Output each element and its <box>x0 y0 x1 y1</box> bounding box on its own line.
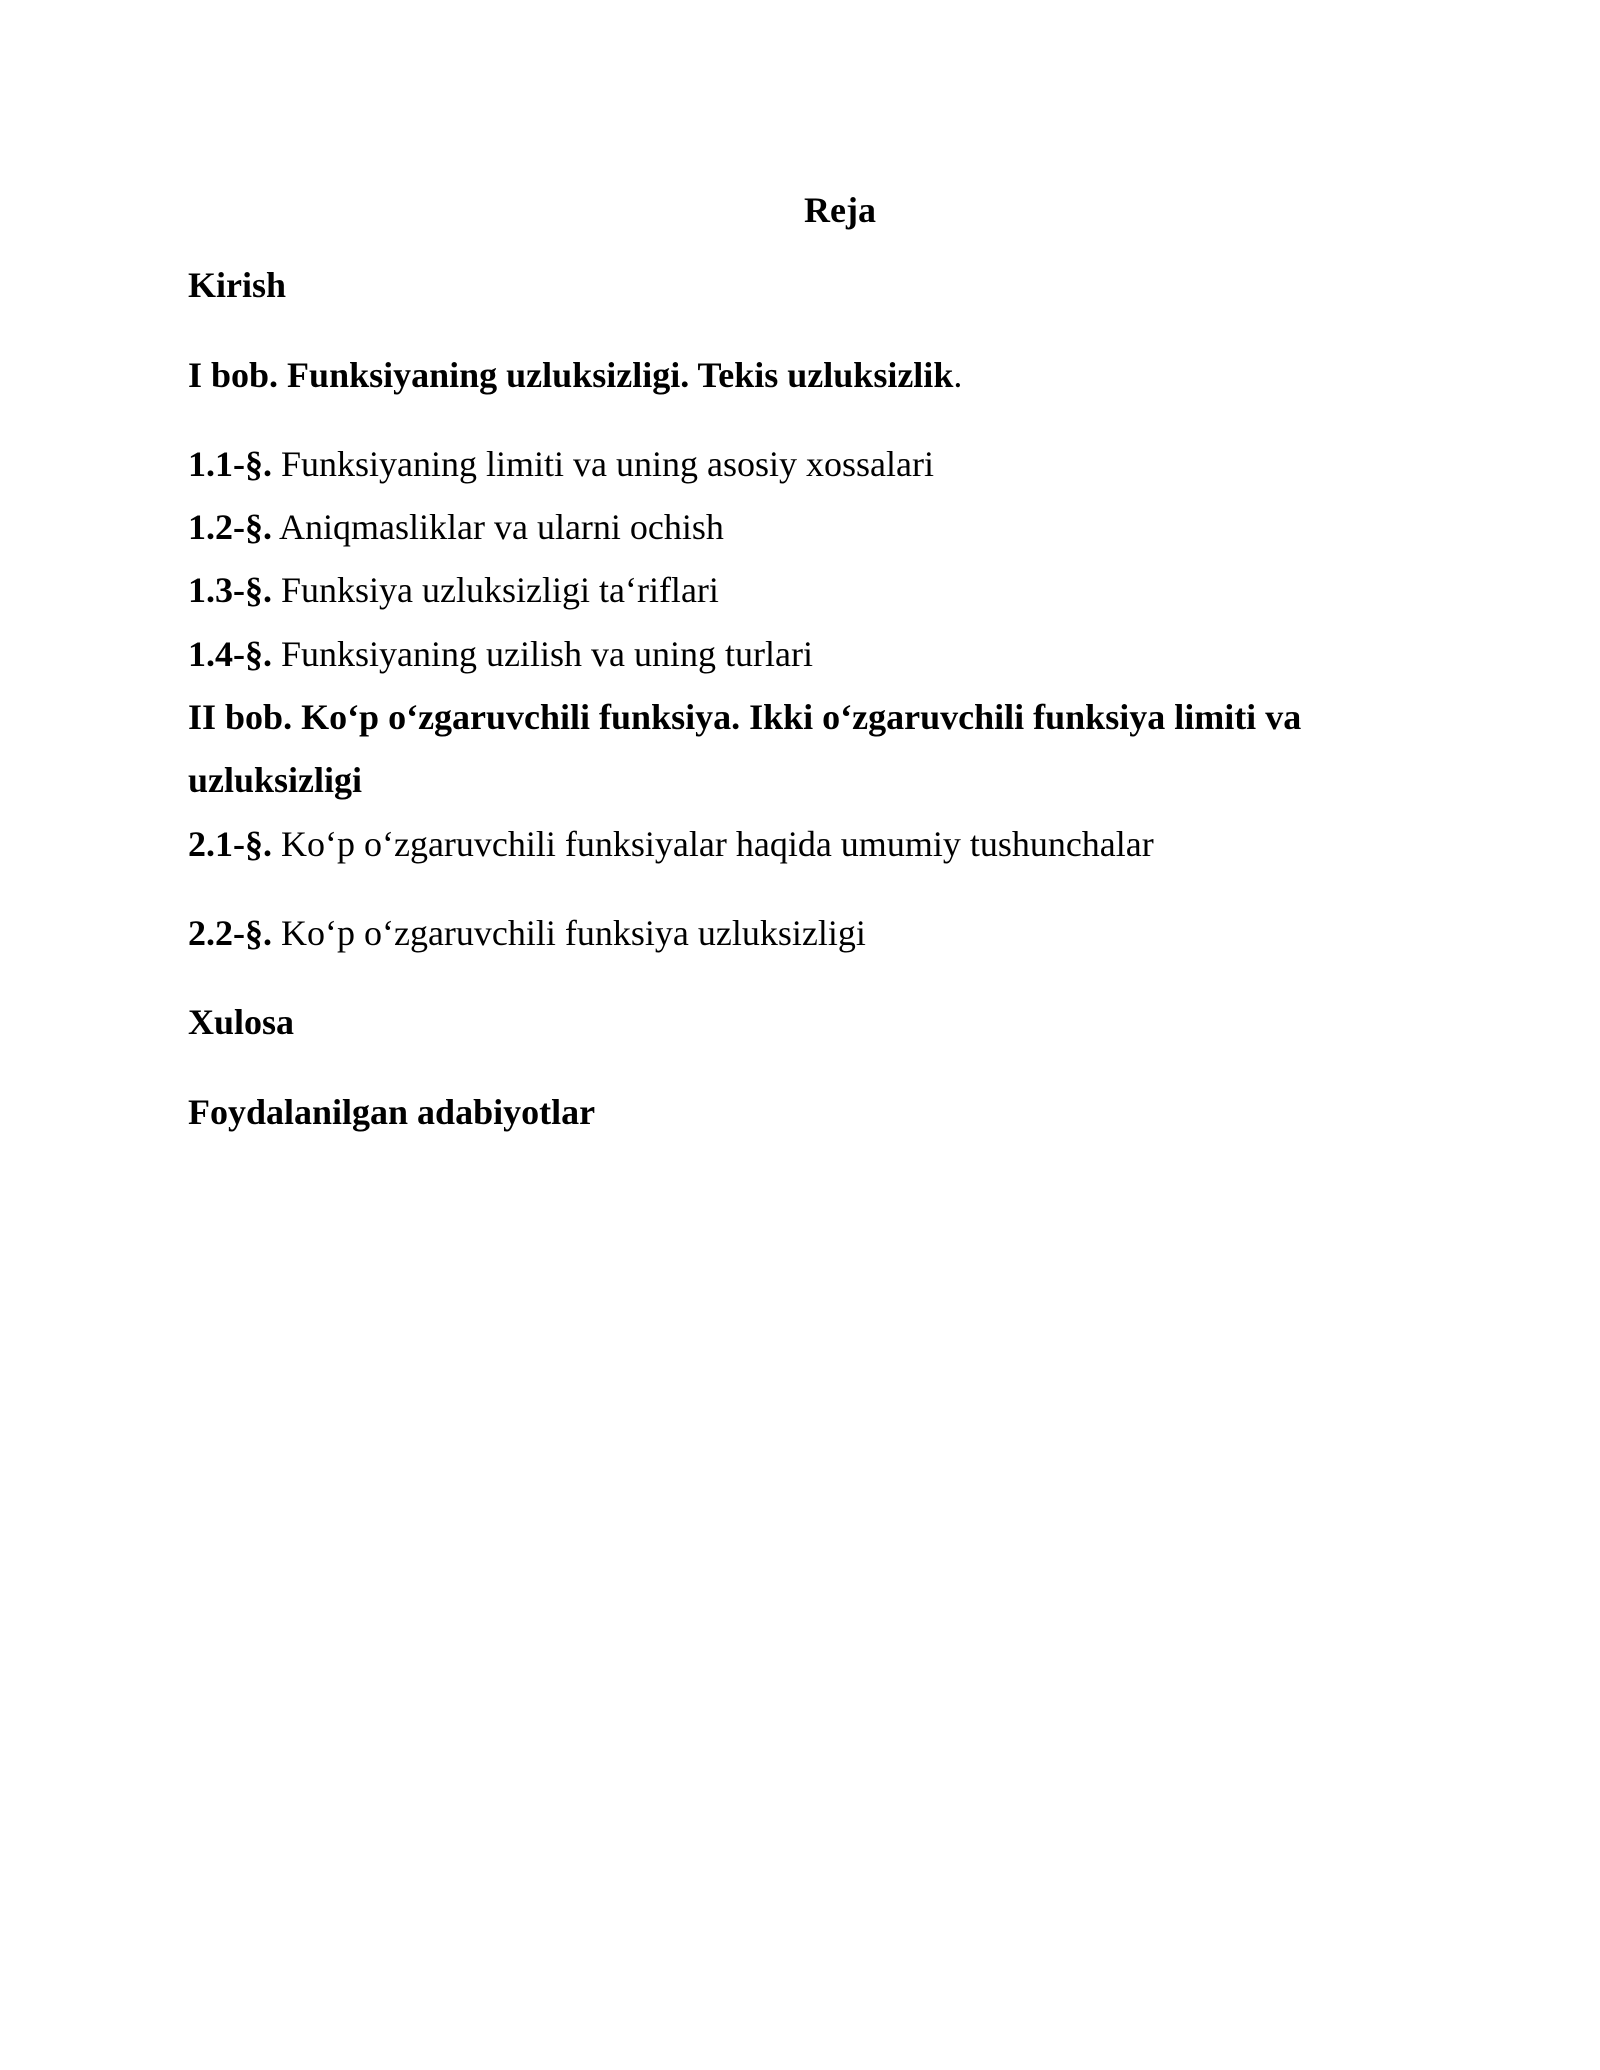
section-number: 1.4-§. <box>188 634 272 674</box>
chapter1-heading-text: I bob. Funksiyaning uzluksizligi. Tekis uzluksizlik <box>188 355 954 395</box>
section-number: 2.1-§. <box>188 824 272 864</box>
intro-heading: Kirish <box>188 265 287 305</box>
chapter2-heading-line1: II bob. Ko‘p o‘zgaruvchili funksiya. Ikki o‘zgaruvchili funksiya limiti va <box>188 697 1302 737</box>
section-title: Ko‘p o‘zgaruvchili funksiya uzluksizligi <box>272 913 866 953</box>
section-2-2 <box>188 911 866 955</box>
section-title: Aniqmasliklar va ularni ochish <box>272 507 724 547</box>
page-title: Reja <box>804 190 876 230</box>
section-1-1 <box>188 442 934 486</box>
section-1-4 <box>188 632 813 676</box>
chapter1-heading-period: . <box>953 355 963 395</box>
section-2-1 <box>188 822 1154 866</box>
section-number: 1.2-§. <box>188 507 272 547</box>
chapter1-heading <box>188 353 962 397</box>
references-heading: Foydalanilgan adabiyotlar <box>188 1092 596 1132</box>
section-title: Funksiya uzluksizligi ta‘riflari <box>272 570 719 610</box>
section-1-3 <box>188 568 719 612</box>
section-number: 1.3-§. <box>188 570 272 610</box>
section-number: 1.1-§. <box>188 444 272 484</box>
section-number: 2.2-§. <box>188 913 272 953</box>
chapter2-heading-line2: uzluksizligi <box>188 760 363 800</box>
section-title: Funksiyaning limiti va uning asosiy xossalari <box>272 444 934 484</box>
conclusion-heading: Xulosa <box>188 1002 295 1042</box>
section-title: Ko‘p o‘zgaruvchili funksiyalar haqida umumiy tushunchalar <box>272 824 1154 864</box>
section-title: Funksiyaning uzilish va uning turlari <box>272 634 813 674</box>
section-1-2 <box>188 505 724 549</box>
